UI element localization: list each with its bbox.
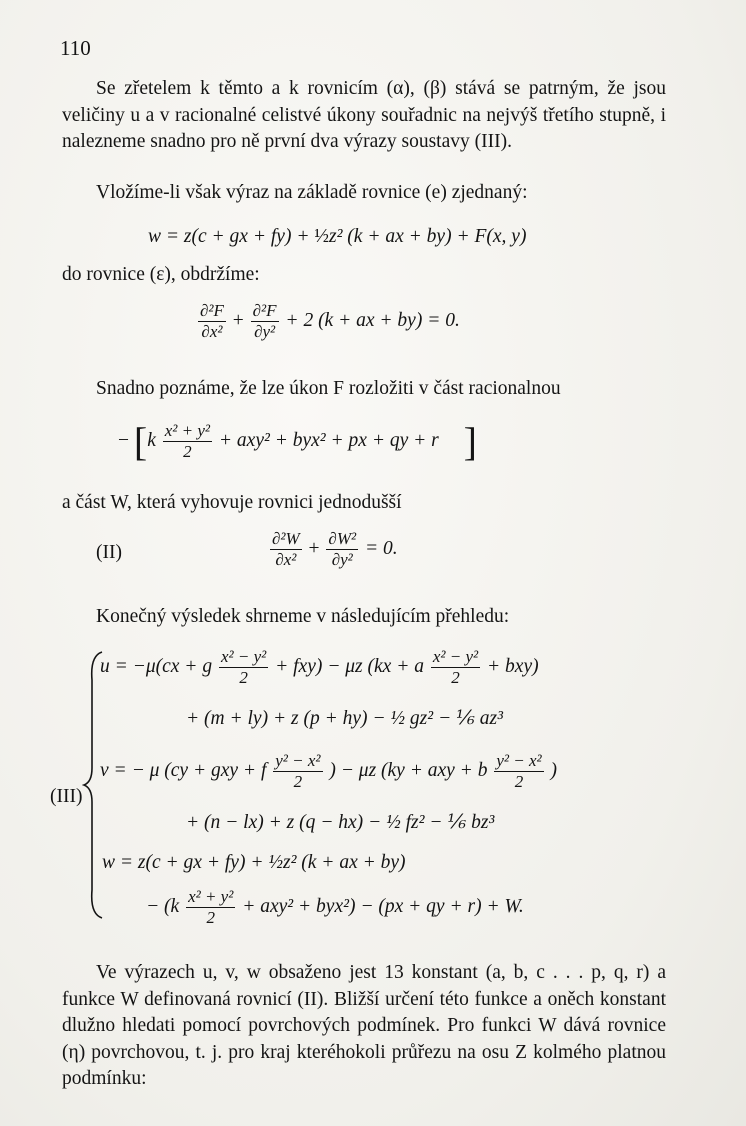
fraction-denominator: 2 [239, 667, 248, 687]
fraction-numerator: ∂²F [252, 301, 277, 320]
fraction-numerator: y² − x² [275, 751, 321, 770]
equation-rational-rest: + axy² + byx² + px + qy + r [218, 429, 439, 451]
equation-II-label: (II) [96, 542, 122, 563]
equation-w-lhs: w = z(c + gx + fy) + [148, 226, 315, 247]
equation-rational: − [k $\frac{\text{x² + y²}}{2}$ + axy² + byx² + px + qy + r ] [118, 419, 477, 464]
fraction [186, 888, 235, 927]
system-v-part: v = − μ (cy + gxy + f [100, 759, 267, 781]
fraction-numerator: x² − y² [220, 647, 267, 666]
equation-II: $\frac{\text{∂²W}}{\text{∂x²}}$ + $\frac{\text{∂W²}}{\text{∂y²}}$ = 0. [272, 529, 398, 569]
system-u-part: u = −μ(cx + g [100, 655, 213, 677]
system-v-part: ) − μz (ky + axy + b [329, 759, 488, 781]
paragraph-5: a část W, která vyhovuje rovnici jednodušší [62, 492, 402, 513]
system-u-line-1 [100, 648, 539, 687]
minus-sign: − [118, 429, 129, 451]
paragraph-6: Konečný výsledek shrneme v následujícím přehledu: [96, 606, 510, 627]
fraction-numerator: ∂²W [272, 529, 300, 548]
paragraph-2: Vložíme-li však výraz na základě rovnice (e) zjednaný: [96, 182, 528, 203]
fraction-denominator: ∂y² [254, 321, 276, 341]
paragraph-1: Se zřetelem k těmto a k rovnicím (α), (β) stává se patrným, že jsou veličiny u a v racionalné celistvé úkony souřadnic na nejvýš třetího stupně, i nalezneme snadno pro ně první dva výrazy soustavy (III). [62, 78, 666, 152]
fraction [270, 530, 302, 569]
fraction [198, 302, 226, 341]
page-number: 110 [60, 36, 91, 60]
system-v-line-1 [100, 752, 557, 791]
fraction-numerator: ∂²F [200, 301, 224, 320]
equation-rational-k: k [147, 429, 156, 451]
fraction-numerator: x² + y² [188, 887, 234, 906]
system-w-line-1: w = z(c + gx + fy) + ½z² (k + ax + by) [102, 852, 406, 873]
paragraph-7: Ve výrazech u, v, w obsaženo jest 13 konstant (a, b, c . . . p, q, r) a funkce W definovaná rovnicí (II). Bližší určení této funkce a oněch konstant dlužno hledati pomocí povrchových podmínek. Pro funkci W dává rovnice (η) povrchovou, t. j. pro kraj kteréhokoli průřezu na osu Z kolmého platnou podmínku: [62, 962, 666, 1089]
system-w-part: − (k [146, 895, 180, 917]
system-w-part: + axy² + byx²) − (px + qy + r) + W. [242, 895, 524, 917]
fraction [163, 422, 212, 461]
system-u-part: + bxy) [487, 655, 539, 677]
equation-laplace-rest: + 2 (k + ax + by) = 0. [285, 309, 460, 331]
fraction [219, 648, 268, 687]
paragraph-4: Snadno poznáme, že lze úkon F rozložiti v část racionalnou [96, 378, 561, 399]
fraction-numerator: ∂W² [328, 529, 357, 548]
fraction [494, 752, 543, 791]
fraction [431, 648, 480, 687]
fraction-numerator: y² − x² [496, 751, 542, 770]
paragraph-3: do rovnice (ε), obdržíme: [62, 264, 260, 285]
equation-II-rest: = 0. [364, 537, 398, 559]
equation-w-rest: z² (k + ax + by) + F(x, y) [328, 226, 527, 247]
fraction [251, 302, 279, 341]
system-v-part: ) [550, 759, 557, 781]
system-w-line-2 [146, 888, 524, 927]
fraction [326, 530, 358, 569]
fraction-denominator: 2 [451, 667, 460, 687]
system-v-line-2: + (n − lx) + z (q − hx) − ½ fz² − ⅙ bz³ [186, 812, 495, 833]
system-u-line-2: + (m + ly) + z (p + hy) − ½ gz² − ⅙ az³ [186, 708, 503, 729]
system-u-part: + fxy) − μz (kx + a [275, 655, 424, 677]
fraction-numerator: x² − y² [432, 647, 479, 666]
fraction-denominator: 2 [183, 442, 192, 461]
fraction [273, 752, 322, 791]
equation-w [148, 226, 526, 248]
fraction-denominator: ∂y² [331, 549, 353, 569]
fraction-denominator: 2 [293, 771, 303, 791]
system-label: (III) [50, 786, 83, 807]
fraction-denominator: 2 [514, 771, 524, 791]
fraction-denominator: ∂x² [275, 549, 297, 569]
equation-w-half: ½ [314, 226, 329, 247]
fraction-denominator: ∂x² [201, 321, 223, 341]
equation-laplace: $\frac{\text{∂²F}}{\text{∂x²}}$ + $\frac{\text{∂²F}}{\text{∂y²}}$ + 2 (k + ax + by) = 0. [200, 301, 460, 341]
fraction-numerator: x² + y² [164, 421, 210, 441]
fraction-denominator: 2 [206, 907, 215, 927]
